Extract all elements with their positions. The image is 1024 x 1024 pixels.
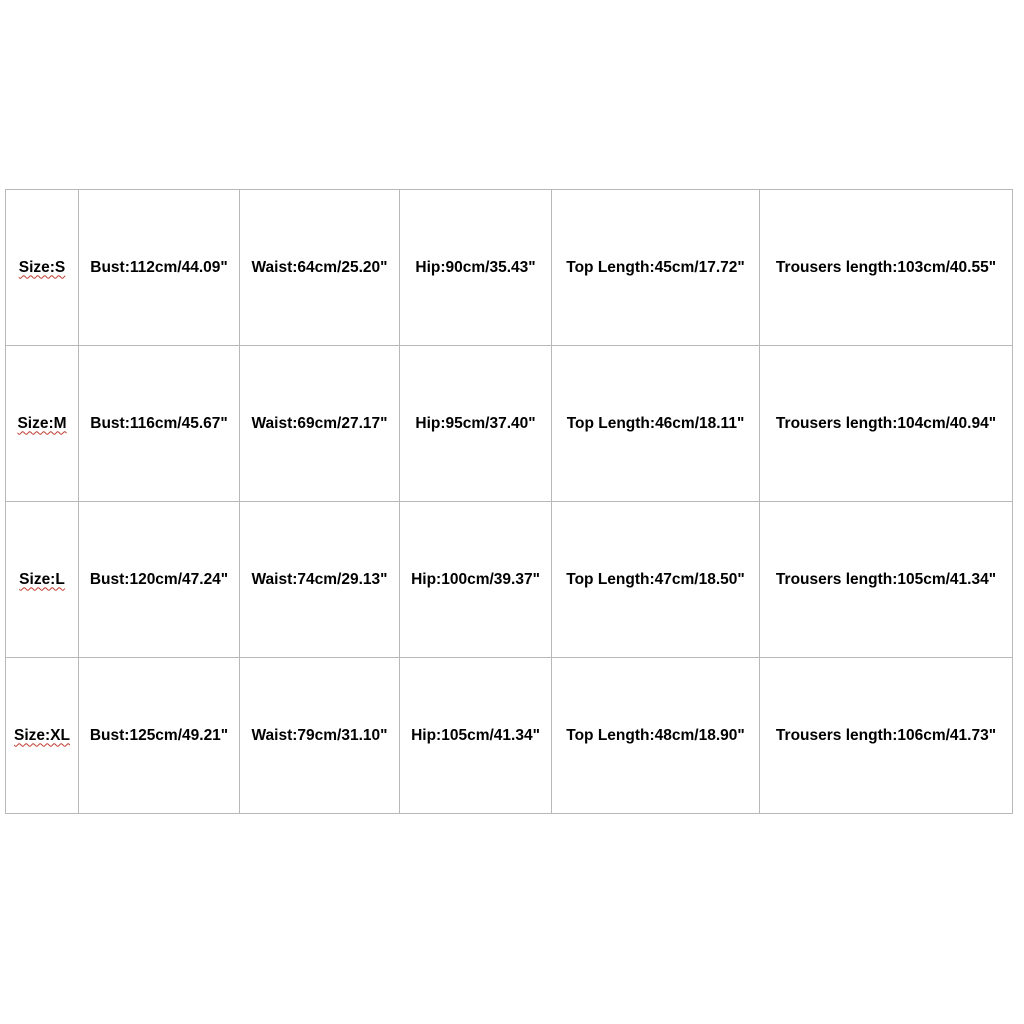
bust-cell: Bust:125cm/49.21": [79, 658, 240, 814]
size-cell: [6, 658, 79, 814]
size-label: Size:M: [17, 414, 67, 432]
bust-cell: Bust:116cm/45.67": [79, 346, 240, 502]
trousers-length-cell: Trousers length:103cm/40.55": [760, 190, 1013, 346]
size-cell: [6, 190, 79, 346]
waist-cell: Waist:69cm/27.17": [240, 346, 400, 502]
size-cell: [6, 346, 79, 502]
size-cell: [6, 502, 79, 658]
size-label: Size:S: [18, 258, 66, 276]
top-length-cell: Top Length:48cm/18.90": [552, 658, 760, 814]
size-label: Size:XL: [14, 726, 70, 744]
size-chart-table: [5, 189, 1013, 814]
bust-cell: Bust:112cm/44.09": [79, 190, 240, 346]
trousers-length-cell: Trousers length:104cm/40.94": [760, 346, 1013, 502]
table-row: [6, 190, 1013, 346]
table-row: [6, 502, 1013, 658]
bust-cell: Bust:120cm/47.24": [79, 502, 240, 658]
top-length-cell: Top Length:46cm/18.11": [552, 346, 760, 502]
table-row: [6, 658, 1013, 814]
top-length-cell: Top Length:47cm/18.50": [552, 502, 760, 658]
trousers-length-cell: Trousers length:105cm/41.34": [760, 502, 1013, 658]
hip-cell: Hip:100cm/39.37": [400, 502, 552, 658]
trousers-length-cell: Trousers length:106cm/41.73": [760, 658, 1013, 814]
waist-cell: Waist:64cm/25.20": [240, 190, 400, 346]
hip-cell: Hip:95cm/37.40": [400, 346, 552, 502]
waist-cell: Waist:74cm/29.13": [240, 502, 400, 658]
hip-cell: Hip:105cm/41.34": [400, 658, 552, 814]
table-row: [6, 346, 1013, 502]
waist-cell: Waist:79cm/31.10": [240, 658, 400, 814]
top-length-cell: Top Length:45cm/17.72": [552, 190, 760, 346]
size-label: Size:L: [19, 570, 65, 588]
hip-cell: Hip:90cm/35.43": [400, 190, 552, 346]
